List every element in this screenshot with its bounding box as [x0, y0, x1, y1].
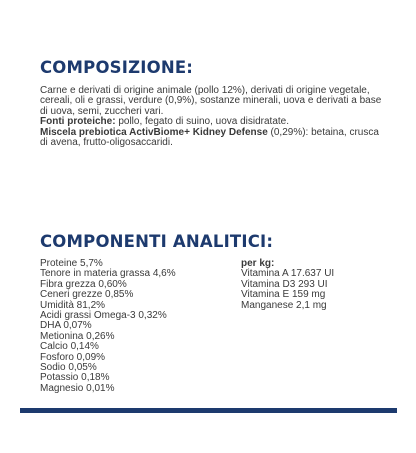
composizione-intro: Carne e derivati di origine animale (pollo 12%), derivati di origine vegetale, cereali, oli e grassi, verdure (0,9%), sostanze minerali, uova e derivati a base di uova, semi, zuccheri vari.: [40, 85, 382, 117]
prebiotic-blend-label: Miscela prebiotica ActivBiome+ Kidney Defense: [40, 126, 268, 138]
analytical-list-right: [241, 259, 334, 311]
analytical-item: Fibra grezza 0,60%: [40, 278, 127, 290]
bottom-divider-bar: [20, 408, 397, 413]
analytical-item: Calcio 0,14%: [40, 341, 99, 353]
vitamin-item: Vitamina D3 293 UI: [241, 278, 328, 290]
protein-sources-label: Fonti proteiche:: [40, 116, 116, 128]
composizione-heading: COMPOSIZIONE:: [40, 58, 194, 77]
vitamin-item: Vitamina A 17.637 UI: [241, 268, 335, 280]
analytical-item: Magnesio 0,01%: [40, 382, 115, 394]
analytical-item: Potassio 0,18%: [40, 372, 110, 384]
per-kg-header: per kg:: [241, 258, 275, 269]
analytical-item: Proteine 5,7%: [40, 258, 103, 269]
protein-sources-text: pollo, fegato di suino, uova disidratate.: [115, 116, 290, 128]
analytical-item: Ceneri grezze 0,85%: [40, 289, 134, 301]
vitamin-item: Vitamina E 159 mg: [241, 289, 326, 301]
analytical-item: Acidi grassi Omega-3 0,32%: [40, 310, 167, 322]
analytical-item: DHA 0,07%: [40, 320, 92, 332]
composizione-text: [40, 86, 385, 148]
analytical-list-left: [40, 259, 176, 394]
vitamin-item: Manganese 2,1 mg: [241, 299, 327, 311]
analytical-item: Umidità 81,2%: [40, 299, 106, 311]
analytical-item: Metionina 0,26%: [40, 330, 115, 342]
analytical-item: Tenore in materia grassa 4,6%: [40, 268, 176, 280]
componenti-analitici-heading: COMPONENTI ANALITICI:: [40, 232, 274, 251]
analytical-item: Fosforo 0,09%: [40, 351, 106, 363]
analytical-item: Sodio 0,05%: [40, 362, 97, 374]
prebiotic-blend-text: (0,29%): betaina, crusca di avena, frutto-oligosaccaridi.: [40, 126, 379, 149]
prebiotic-blend: [40, 128, 385, 149]
